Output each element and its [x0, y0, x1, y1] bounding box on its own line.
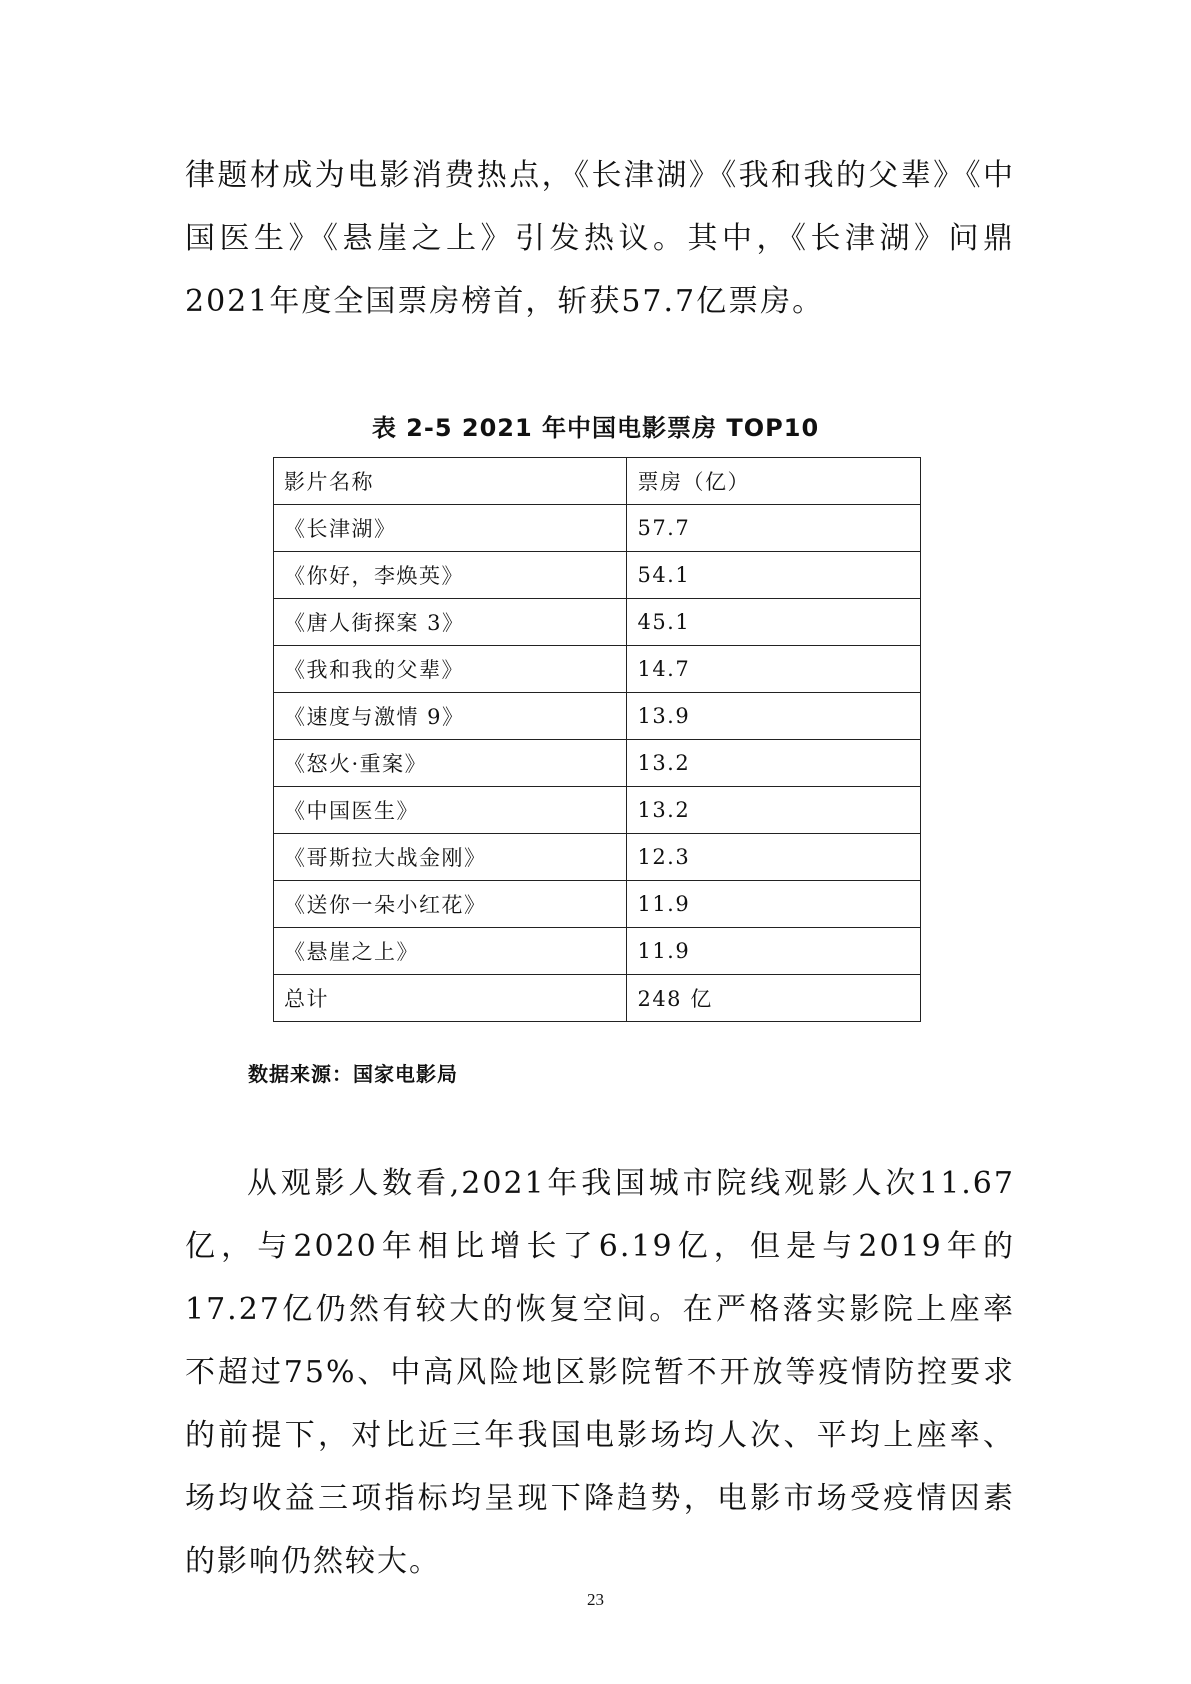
film-name-cell: 《我和我的父辈》	[274, 646, 627, 693]
box-office-cell: 11.9	[627, 928, 921, 975]
table-row	[274, 646, 921, 693]
table-row	[274, 834, 921, 881]
box-office-cell: 12.3	[627, 834, 921, 881]
table-row	[274, 693, 921, 740]
film-name-cell: 《中国医生》	[274, 787, 627, 834]
film-name-cell: 《唐人街探案 3》	[274, 599, 627, 646]
box-office-cell: 45.1	[627, 599, 921, 646]
body-paragraph-2: 从观影人数看,2021年我国城市院线观影人次11.67亿，与2020年相比增长了6.19亿，但是与2019年的17.27亿仍然有较大的恢复空间。在严格落实影院上座率不超过75%、中高风险地区影院暂不开放等疫情防控要求的前提下，对比近三年我国电影场均人次、平均上座率、场均收益三项指标均呈现下降趋势，电影市场受疫情因素的影响仍然较大。	[185, 1166, 1015, 1579]
box-office-cell: 13.2	[627, 740, 921, 787]
film-name-cell: 《你好，李焕英》	[274, 552, 627, 599]
table-header-row	[274, 458, 921, 505]
table-row	[274, 740, 921, 787]
table-title: 表 2-5 2021 年中国电影票房 TOP10	[371, 414, 820, 442]
box-office-cell: 13.2	[627, 787, 921, 834]
film-name-cell: 《送你一朵小红花》	[274, 881, 627, 928]
film-name-cell: 《长津湖》	[274, 505, 627, 552]
film-name-cell: 《哥斯拉大战金刚》	[274, 834, 627, 881]
body-paragraph-1: 律题材成为电影消费热点，《长津湖》《我和我的父辈》《中国医生》《悬崖之上》引发热议。其中，《长津湖》问鼎2021年度全国票房榜首，斩获57.7亿票房。	[185, 158, 1015, 319]
header-box-office: 票房（亿）	[627, 458, 921, 505]
table-row	[274, 599, 921, 646]
table-row	[274, 787, 921, 834]
box-office-cell: 57.7	[627, 505, 921, 552]
film-name-cell: 《怒火·重案》	[274, 740, 627, 787]
total-value-cell: 248 亿	[627, 975, 921, 1022]
box-office-cell: 13.9	[627, 693, 921, 740]
table-total-row	[274, 975, 921, 1022]
box-office-cell: 14.7	[627, 646, 921, 693]
film-name-cell: 《悬崖之上》	[274, 928, 627, 975]
data-source-note: 数据来源：国家电影局	[248, 1062, 458, 1086]
page-number: 23	[587, 1590, 604, 1609]
header-film-name: 影片名称	[274, 458, 627, 505]
box-office-cell: 54.1	[627, 552, 921, 599]
table-row	[274, 552, 921, 599]
total-label-cell: 总计	[274, 975, 627, 1022]
box-office-table	[273, 457, 921, 1022]
table-row	[274, 505, 921, 552]
box-office-cell: 11.9	[627, 881, 921, 928]
film-name-cell: 《速度与激情 9》	[274, 693, 627, 740]
table-row	[274, 881, 921, 928]
table-row	[274, 928, 921, 975]
